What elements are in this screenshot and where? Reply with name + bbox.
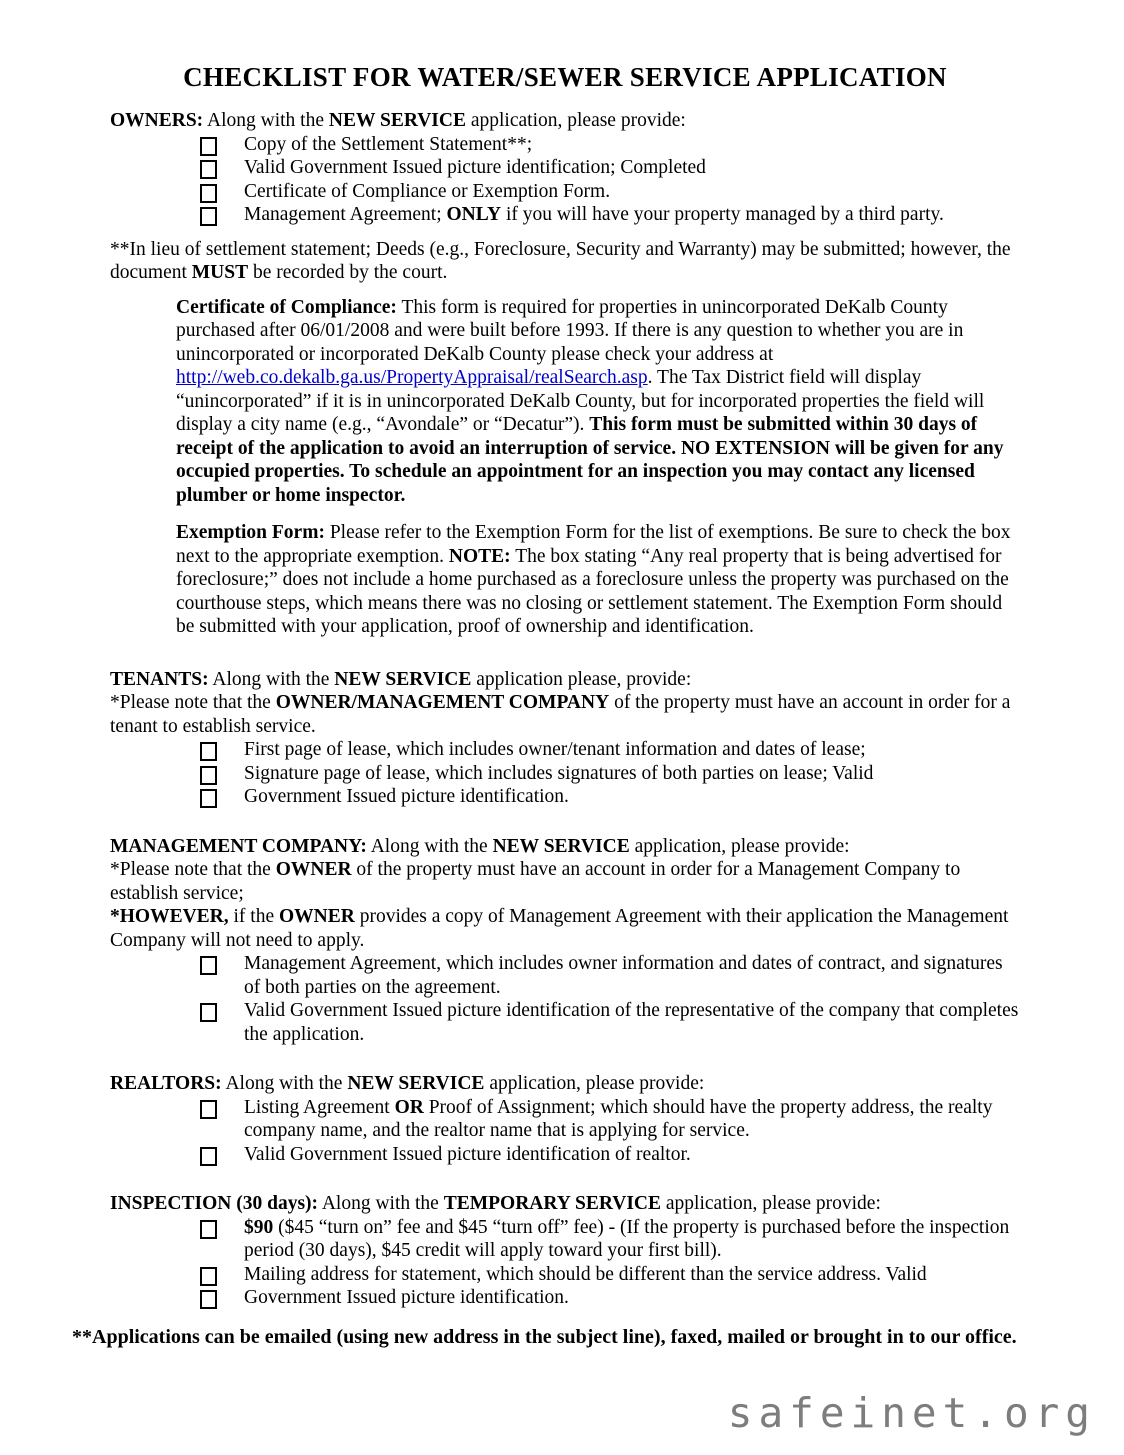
- management-label: MANAGEMENT COMPANY:: [110, 835, 367, 857]
- checkbox[interactable]: [200, 766, 217, 785]
- list-item: [200, 999, 1020, 1046]
- item-text: Management Agreement;: [244, 204, 447, 225]
- note-text: *Please note that the: [110, 859, 276, 880]
- tenants-checklist: [200, 738, 1020, 809]
- checkbox[interactable]: [200, 160, 217, 179]
- note-emphasis: OWNER: [279, 906, 355, 927]
- certificate-lead: Certificate of Compliance:: [176, 296, 397, 318]
- note-text: of the property must have an account in order for a tenant to establish service.: [110, 692, 1011, 737]
- owners-label: OWNERS:: [110, 110, 204, 131]
- owners-heading-text: Along with the: [203, 110, 329, 131]
- section-inspection: [110, 1192, 1020, 1310]
- note-emphasis: MUST: [191, 262, 249, 283]
- checkbox[interactable]: [200, 789, 217, 808]
- list-item-text: Signature page of lease, which includes signatures of both parties on lease; Valid: [244, 762, 874, 784]
- list-item: [200, 133, 1020, 157]
- inspection-heading-text: Along with the: [318, 1193, 444, 1214]
- tenants-label: TENANTS:: [110, 668, 209, 690]
- inspection-heading: [110, 1192, 1020, 1216]
- item-text: if you will have your property managed by a third party.: [501, 204, 944, 225]
- note-text: **In lieu of settlement statement; Deeds (e.g., Foreclosure, Security and Warranty) may be submitted; however, the document: [110, 238, 1011, 283]
- realtors-label: REALTORS:: [110, 1073, 222, 1094]
- tenants-note: [110, 691, 1020, 738]
- note-emphasis: OWNER/MANAGEMENT COMPANY: [275, 692, 610, 713]
- checkbox[interactable]: [200, 742, 217, 761]
- checkbox[interactable]: [200, 1267, 217, 1286]
- checkbox[interactable]: [200, 1100, 217, 1119]
- applications-footer-note: **Applications can be emailed (using new address in the subject line), faxed, mailed or brought in to our office.: [72, 1325, 1017, 1348]
- list-item: [200, 1216, 1020, 1263]
- tenants-heading-tail: application please, provide:: [471, 668, 692, 690]
- note-emphasis: OWNER: [275, 859, 352, 880]
- settlement-note: [110, 238, 1020, 285]
- exemption-form-paragraph: [176, 521, 1020, 639]
- page-title: CHECKLIST FOR WATER/SEWER SERVICE APPLICATION: [183, 62, 947, 92]
- exemption-text: Please refer to the Exemption Form for the list of exemptions. Be sure to check the box next to the appropriate exemption.: [176, 522, 1011, 567]
- list-item-text: [244, 1216, 1020, 1263]
- exemption-note-label: NOTE:: [448, 545, 511, 567]
- management-heading-text: Along with the: [366, 835, 493, 857]
- list-item-text: [244, 1096, 1020, 1143]
- list-item-text: Mailing address for statement, which should be different than the service address. Valid: [244, 1263, 927, 1285]
- realtors-service-label: NEW SERVICE: [347, 1073, 485, 1094]
- section-tenants: [110, 668, 1020, 809]
- exemption-lead: Exemption Form:: [176, 522, 325, 543]
- safeinet-watermark: safeinet.org: [727, 1389, 1096, 1437]
- list-item-text: Government Issued picture identification.: [244, 786, 569, 807]
- note-text: be recorded by the court.: [248, 262, 448, 283]
- list-item-text: Copy of the Settlement Statement**;: [244, 133, 533, 155]
- note-text: provides a copy of Management Agreement with their application the Management Company will not need to apply.: [110, 906, 1009, 951]
- list-item-text: Management Agreement, which includes owner information and dates of contract, and signatures of both parties on the agreement.: [244, 953, 1003, 998]
- section-owners: [110, 109, 1020, 227]
- realtors-checklist: [200, 1096, 1020, 1167]
- list-item: [200, 203, 1020, 227]
- tenants-heading-text: Along with the: [208, 668, 335, 690]
- item-emphasis: ONLY: [446, 204, 502, 225]
- section-management-company: [110, 835, 1020, 1047]
- list-item: [200, 1263, 1020, 1287]
- inspection-label: INSPECTION (30 days):: [110, 1193, 319, 1214]
- exemption-text: The box stating “Any real property that is being advertised for foreclosure;” does not include a home purchased as a foreclosure unless the property was purchased on the courthouse steps, which means there was no closing or settlement statement. The Exemption Form should be submitted with your application, proof of ownership and identification.: [176, 545, 1009, 637]
- checkbox[interactable]: [200, 1290, 217, 1309]
- checkbox[interactable]: [200, 1147, 217, 1166]
- owners-heading-tail: application, please provide:: [465, 110, 686, 131]
- fee-amount: $90: [244, 1216, 274, 1238]
- list-item: [200, 1286, 1020, 1310]
- owners-heading: [110, 109, 1020, 133]
- certificate-text: This form is required for properties in unincorporated DeKalb County purchased after 06/01/2008 and were built before 1993. If there is any question to whether you are in unincorporated or incorporated DeKalb County please check your address at: [176, 296, 964, 365]
- list-item: [200, 156, 1020, 180]
- certificate-bold-notice: This form must be submitted within 30 days of receipt of the application to avoid an interruption of service. NO EXTENSION will be given for any occupied properties. To schedule an appointment for an inspection you may contact any licensed plumber or home inspector.: [176, 414, 1004, 506]
- realtors-heading-text: Along with the: [221, 1073, 348, 1094]
- property-appraisal-link[interactable]: http://web.co.dekalb.ga.us/PropertyAppraisal/realSearch.asp: [176, 367, 648, 388]
- management-heading: [110, 835, 1020, 859]
- list-item: [200, 952, 1020, 999]
- owners-service-label: NEW SERVICE: [328, 110, 466, 131]
- list-item: [200, 785, 1020, 809]
- checkbox[interactable]: [200, 1220, 217, 1239]
- note-text: *Please note that the: [110, 692, 276, 713]
- management-note-1: [110, 858, 1020, 905]
- owners-checklist: [200, 133, 1020, 227]
- list-item-text: [244, 203, 944, 227]
- inspection-heading-tail: application, please provide:: [661, 1193, 881, 1214]
- note-text: if the: [228, 906, 279, 927]
- list-item-text: Government Issued picture identification.: [244, 1287, 569, 1308]
- checkbox[interactable]: [200, 1003, 217, 1022]
- list-item: [200, 1143, 1020, 1167]
- certificate-text: . The Tax District field will display “unincorporated” if it is in unincorporated DeKalb County, but for incorporated properties the field will display a city name (e.g., “Avondale” or “Decatur”).: [176, 367, 985, 435]
- list-item-text: First page of lease, which includes owner/tenant information and dates of lease;: [244, 739, 866, 760]
- list-item: [200, 1096, 1020, 1143]
- realtors-heading: [110, 1072, 1020, 1096]
- note-emphasis: *HOWEVER,: [110, 906, 229, 927]
- list-item: [200, 762, 1020, 786]
- management-note-2: [110, 905, 1020, 952]
- list-item-text: Valid Government Issued picture identification of realtor.: [244, 1143, 691, 1165]
- checkbox[interactable]: [200, 956, 217, 975]
- list-item-text: Valid Government Issued picture identification; Completed: [244, 157, 706, 178]
- item-text: ($45 “turn on” fee and $45 “turn off” fee) - (If the property is purchased before the inspection period (30 days), $45 credit will apply toward your first bill).: [244, 1216, 1010, 1261]
- item-emphasis: OR: [394, 1096, 424, 1118]
- item-text: Listing Agreement: [244, 1096, 395, 1118]
- section-realtors: [110, 1072, 1020, 1166]
- note-text: of the property must have an account in order for a Management Company to establish service;: [110, 859, 961, 904]
- checkbox[interactable]: [200, 137, 217, 156]
- management-service-label: NEW SERVICE: [492, 835, 630, 857]
- list-item: [200, 180, 1020, 204]
- inspection-service-label: TEMPORARY SERVICE: [443, 1193, 662, 1214]
- management-checklist: [200, 952, 1020, 1046]
- tenants-heading: [110, 668, 1020, 692]
- list-item: [200, 738, 1020, 762]
- checkbox[interactable]: [200, 207, 217, 226]
- inspection-checklist: [200, 1216, 1020, 1310]
- list-item-text: Certificate of Compliance or Exemption Form.: [244, 180, 611, 202]
- management-heading-tail: application, please provide:: [629, 835, 850, 857]
- realtors-heading-tail: application, please provide:: [484, 1073, 705, 1094]
- tenants-service-label: NEW SERVICE: [334, 668, 472, 690]
- checkbox[interactable]: [200, 184, 217, 203]
- list-item-text: Valid Government Issued picture identification of the representative of the company that completes the application.: [244, 1000, 1019, 1045]
- item-text: Proof of Assignment; which should have the property address, the realty company name, and the realtor name that is applying for service.: [244, 1096, 993, 1141]
- certificate-of-compliance-paragraph: [176, 296, 1020, 508]
